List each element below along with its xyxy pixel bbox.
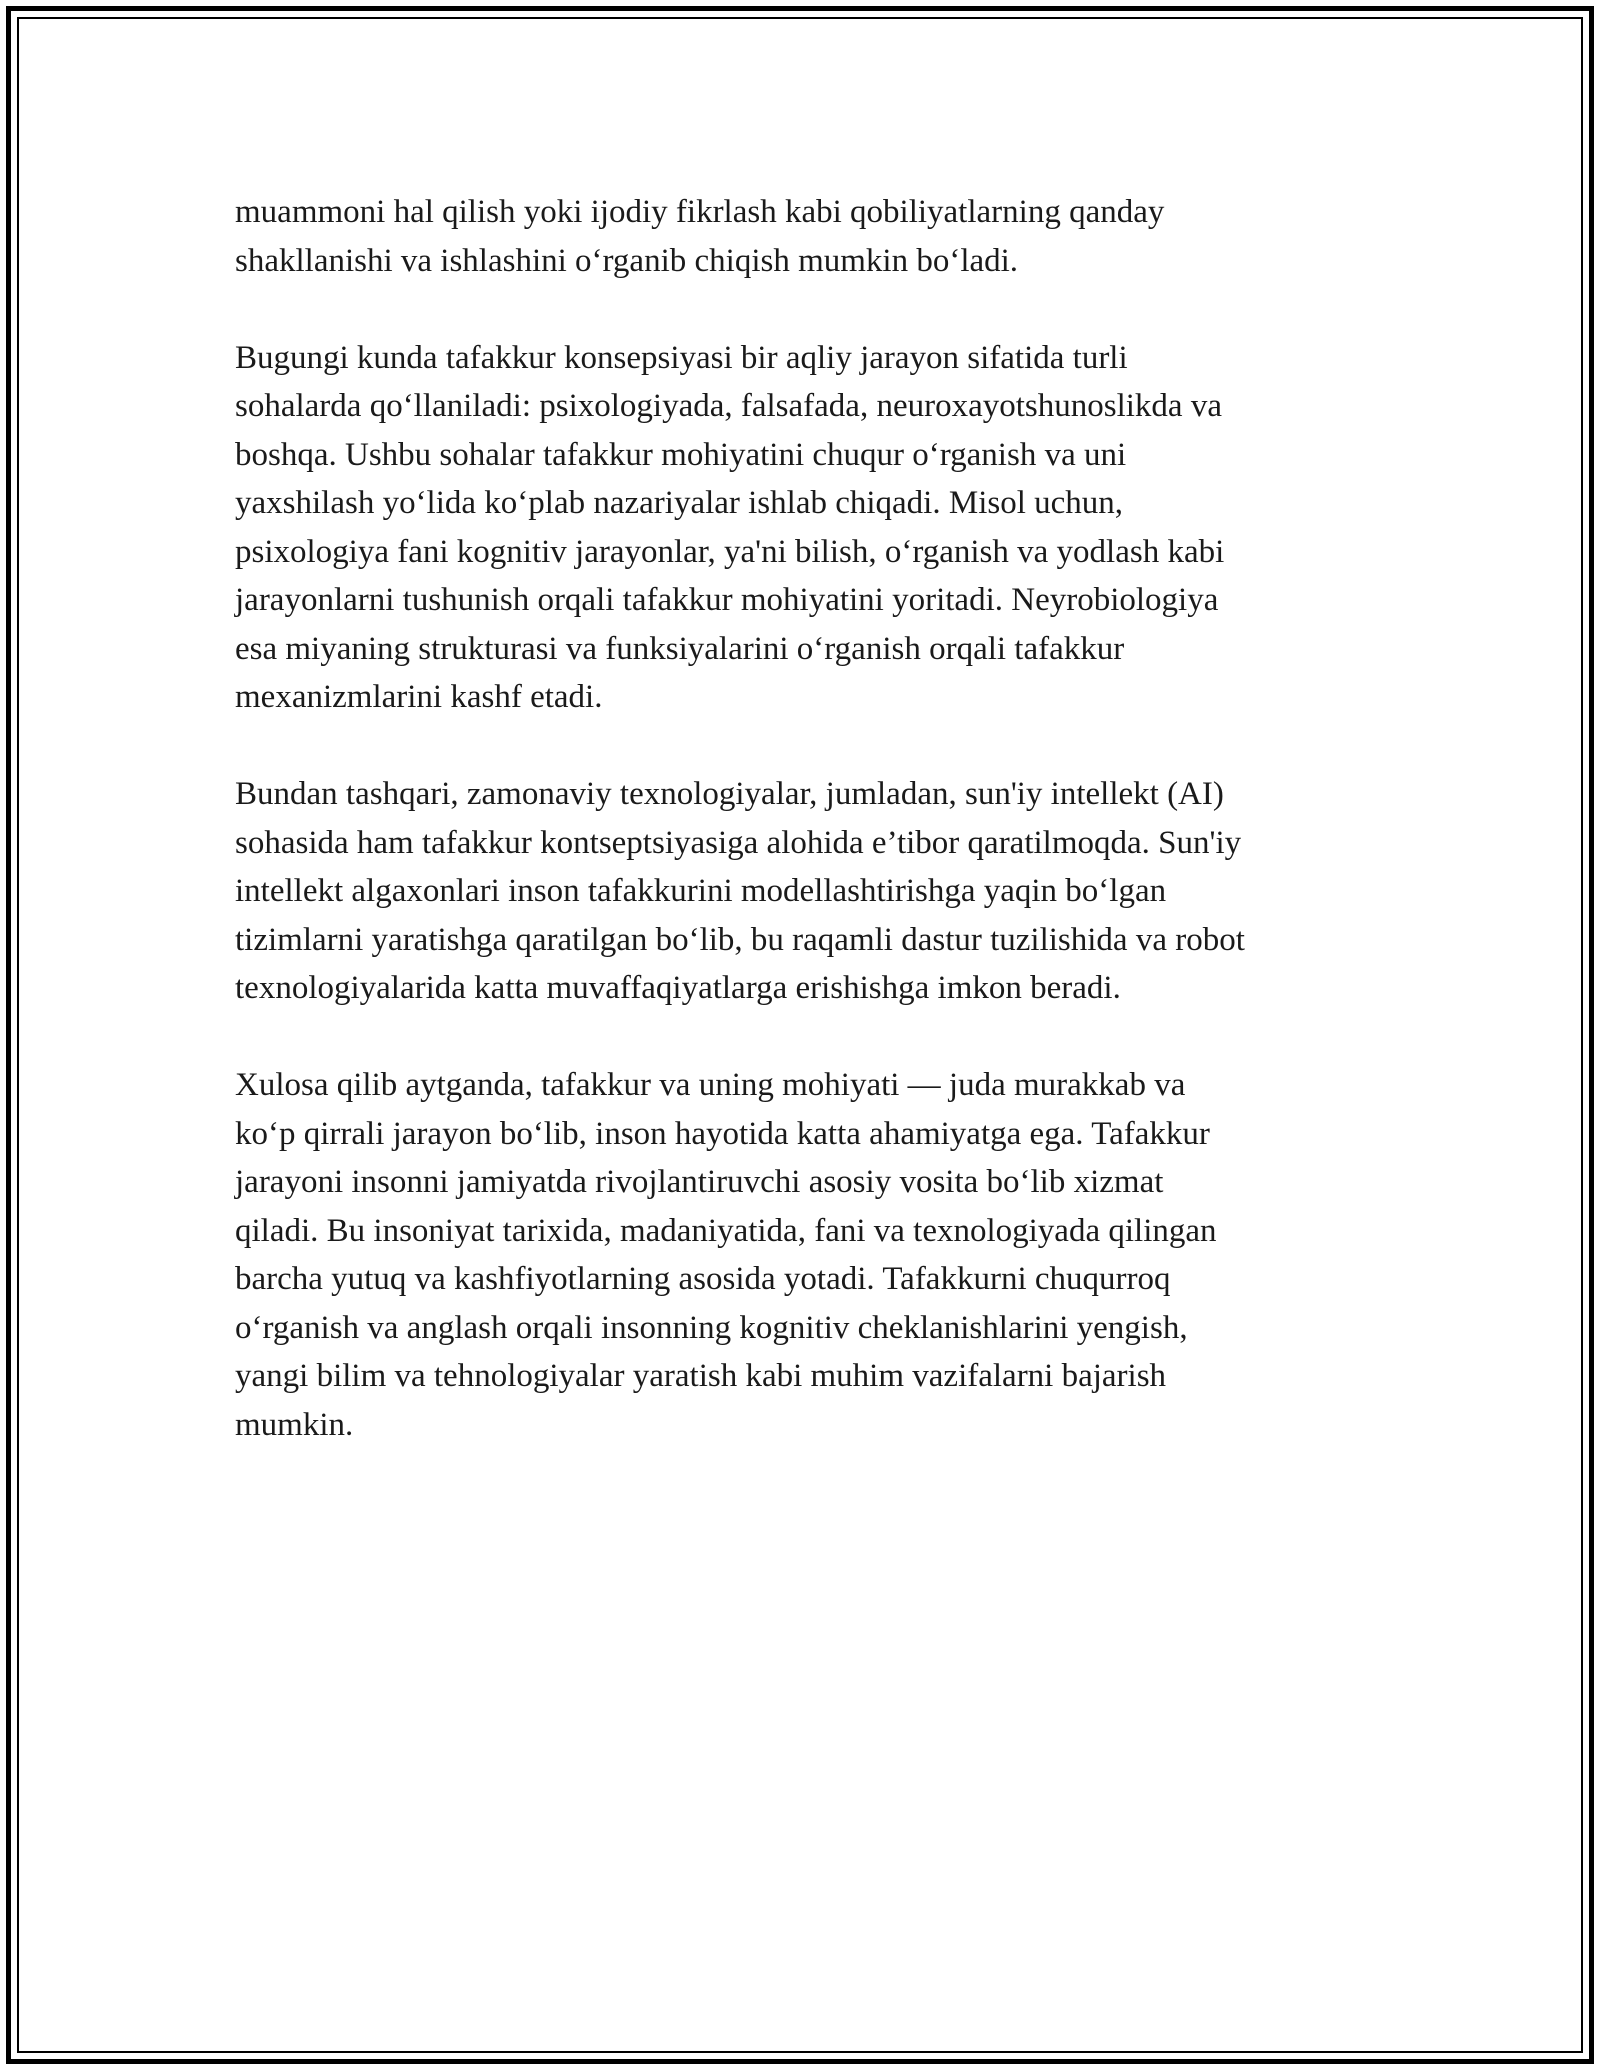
text-line: esa miyaning strukturasi va funksiyalarini o‘rganish orqali tafakkur	[235, 630, 1125, 667]
paragraph-4	[235, 1061, 1365, 1449]
text-line: qiladi. Bu insoniyat tarixida, madaniyatida, fani va texnologiyada qilingan	[235, 1212, 1217, 1249]
text-line: o‘rganish va anglash orqali insonning kognitiv cheklanishlarini yengish,	[235, 1309, 1188, 1346]
text-line: jarayoni insonni jamiyatda rivojlantiruvchi asosiy vosita bo‘lib xizmat	[235, 1164, 1164, 1200]
paragraph-3	[235, 770, 1365, 1013]
paragraph-1	[235, 188, 1365, 285]
text-line: texnologiyalarida katta muvaffaqiyatlarga erishishga imkon beradi.	[235, 970, 1121, 1006]
text-line: intellekt algaxonlari inson tafakkurini modellashtirishga yaqin bo‘lgan	[235, 873, 1167, 909]
text-line: Bundan tashqari, zamonaviy texnologiyalar, jumladan, sun'iy intellekt (AI)	[235, 776, 1224, 812]
text-line: tizimlarni yaratishga qaratilgan bo‘lib, bu raqamli dastur tuzilishida va robot	[235, 921, 1245, 958]
text-line: boshqa. Ushbu sohalar tafakkur mohiyatini chuqur o‘rganish va uni	[235, 436, 1127, 473]
text-line: Xulosa qilib aytganda, tafakkur va uning mohiyati — juda murakkab va	[235, 1067, 1186, 1103]
document-body	[235, 188, 1365, 1498]
text-line: barcha yutuq va kashfiyotlarning asosida yotadi. Tafakkurni chuqurroq	[235, 1261, 1171, 1297]
text-line: jarayonlarni tushunish orqali tafakkur mohiyatini yoritadi. Neyrobiologiya	[235, 582, 1219, 618]
text-line: psixologiya fani kognitiv jarayonlar, ya'ni bilish, o‘rganish va yodlash kabi	[235, 533, 1225, 570]
text-line: yangi bilim va tehnologiyalar yaratish kabi muhim vazifalarni bajarish	[235, 1358, 1167, 1394]
text-line: mexanizmlarini kashf etadi.	[235, 679, 603, 715]
text-line: ko‘p qirrali jarayon bo‘lib, inson hayotida katta ahamiyatga ega. Tafakkur	[235, 1115, 1210, 1152]
text-line: sohasida ham tafakkur kontseptsiyasiga alohida e’tibor qaratilmoqda. Sun'iy	[235, 824, 1242, 861]
text-line: Bugungi kunda tafakkur konsepsiyasi bir aqliy jarayon sifatida turli	[235, 339, 1128, 376]
text-line: mumkin.	[235, 1406, 354, 1443]
paragraph-2	[235, 334, 1365, 722]
text-line: yaxshilash yo‘lida ko‘plab nazariyalar ishlab chiqadi. Misol uchun,	[235, 485, 1124, 521]
text-line: shakllanishi va ishlashini o‘rganib chiqish mumkin bo‘ladi.	[235, 242, 1019, 279]
text-line: sohalarda qo‘llaniladi: psixologiyada, falsafada, neuroxayotshunoslikda va	[235, 388, 1222, 424]
text-line: muammoni hal qilish yoki ijodiy fikrlash kabi qobiliyatlarning qanday	[235, 194, 1165, 230]
